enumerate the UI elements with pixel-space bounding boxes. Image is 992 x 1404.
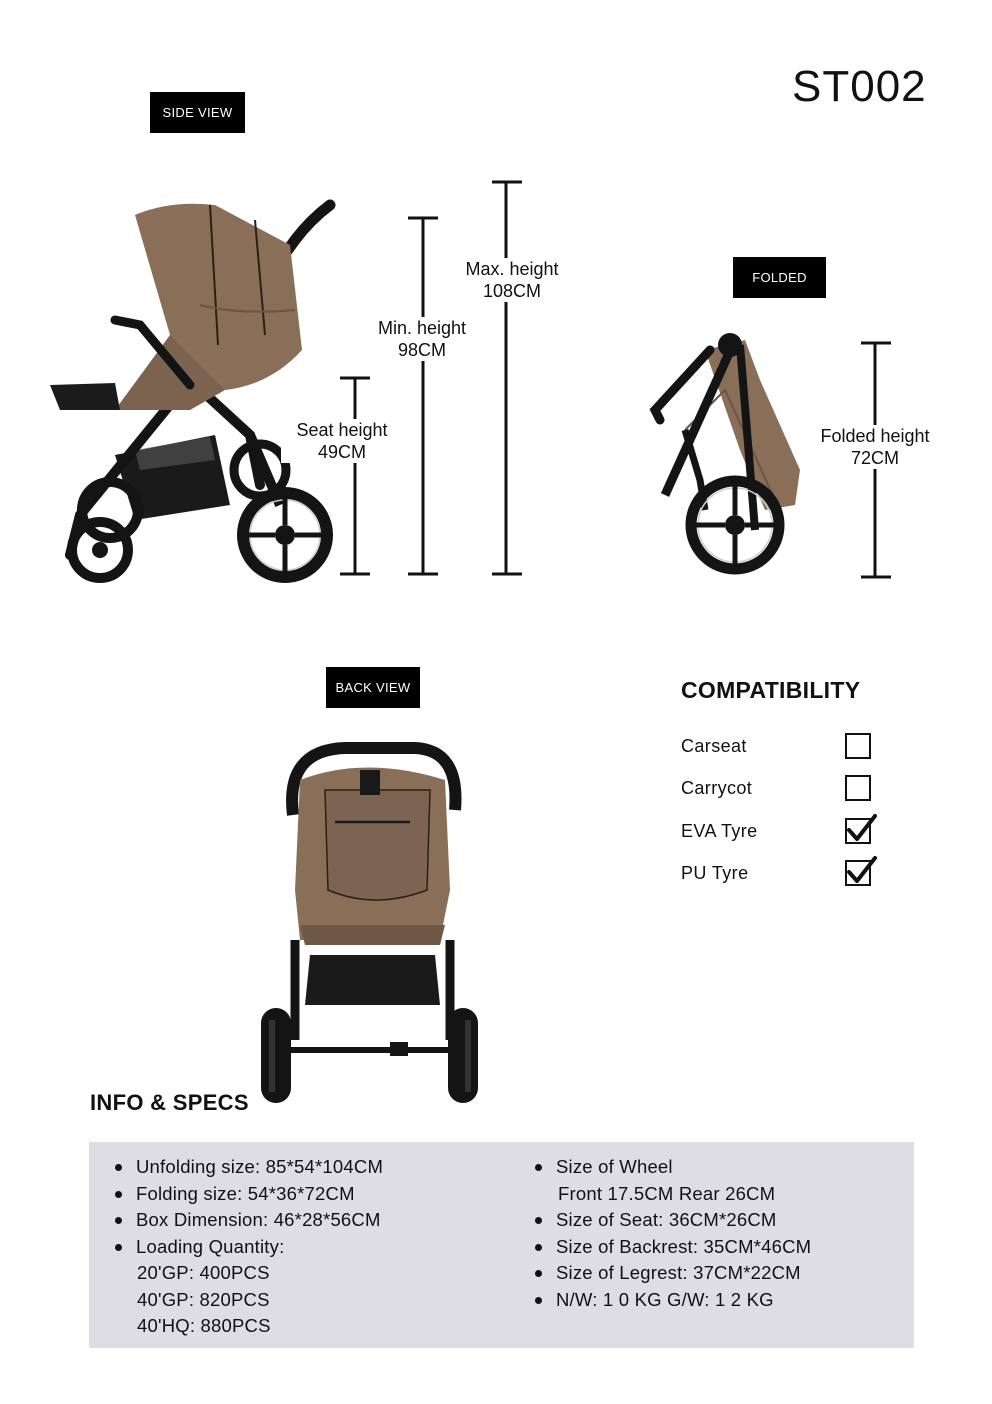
compat-checkbox-empty — [845, 733, 871, 759]
compat-row-eva-tyre — [681, 814, 881, 848]
compat-row-carrycot — [681, 771, 881, 805]
compat-checkbox-checked — [845, 860, 871, 886]
spec-subitem: Front 17.5CM Rear 26CM — [558, 1182, 776, 1204]
compat-label: PU Tyre — [681, 862, 749, 883]
stroller-side-view-image — [40, 185, 350, 595]
spec-item: Box Dimension: 46*28*56CM — [109, 1207, 383, 1234]
info-specs-title: INFO & SPECS — [90, 1090, 249, 1115]
dimension-lines — [330, 175, 530, 585]
side-view-tag: SIDE VIEW — [150, 92, 245, 133]
stroller-folded-image — [645, 330, 810, 580]
spec-item: Size of Seat: 36CM*26CM — [529, 1207, 811, 1234]
spec-item: Size of Backrest: 35CM*46CM — [529, 1234, 811, 1261]
specs-panel — [89, 1142, 914, 1348]
spec-item: N/W: 1 0 KG G/W: 1 2 KG — [529, 1287, 811, 1314]
model-number: ST002 — [792, 62, 927, 111]
compat-row-carseat — [681, 729, 881, 763]
compat-label: EVA Tyre — [681, 820, 758, 841]
min-height-label: Min. height 98CM — [360, 317, 484, 361]
spec-subitem: 40'HQ: 880PCS — [137, 1315, 271, 1336]
compatibility-title: COMPATIBILITY — [681, 677, 861, 703]
check-mark-icon — [845, 852, 877, 888]
spec-item: Size of Legrest: 37CM*22CM — [529, 1260, 811, 1287]
spec-item: Folding size: 54*36*72CM — [109, 1181, 383, 1208]
compat-checkbox-empty — [845, 775, 871, 801]
stroller-back-view-image — [255, 740, 485, 1110]
folded-height-label: Folded height 72CM — [802, 425, 948, 469]
max-height-label: Max. height 108CM — [447, 258, 577, 302]
spec-item: Unfolding size: 85*54*104CM — [109, 1154, 383, 1181]
back-view-tag: BACK VIEW — [326, 667, 420, 708]
compat-label: Carrycot — [681, 777, 753, 798]
spec-subitem: 40'GP: 820PCS — [137, 1288, 270, 1310]
spec-item: Loading Quantity: — [109, 1234, 383, 1261]
compat-checkbox-checked — [845, 818, 871, 844]
specs-right-column — [529, 1154, 811, 1313]
specs-left-column — [109, 1154, 383, 1340]
spec-item: Size of Wheel — [529, 1154, 811, 1181]
check-mark-icon — [845, 810, 877, 846]
compat-row-pu-tyre — [681, 856, 881, 890]
folded-tag: FOLDED — [733, 257, 826, 298]
seat-height-label: Seat height 49CM — [281, 419, 403, 463]
spec-subitem: 20'GP: 400PCS — [137, 1262, 270, 1283]
compat-label: Carseat — [681, 735, 747, 756]
